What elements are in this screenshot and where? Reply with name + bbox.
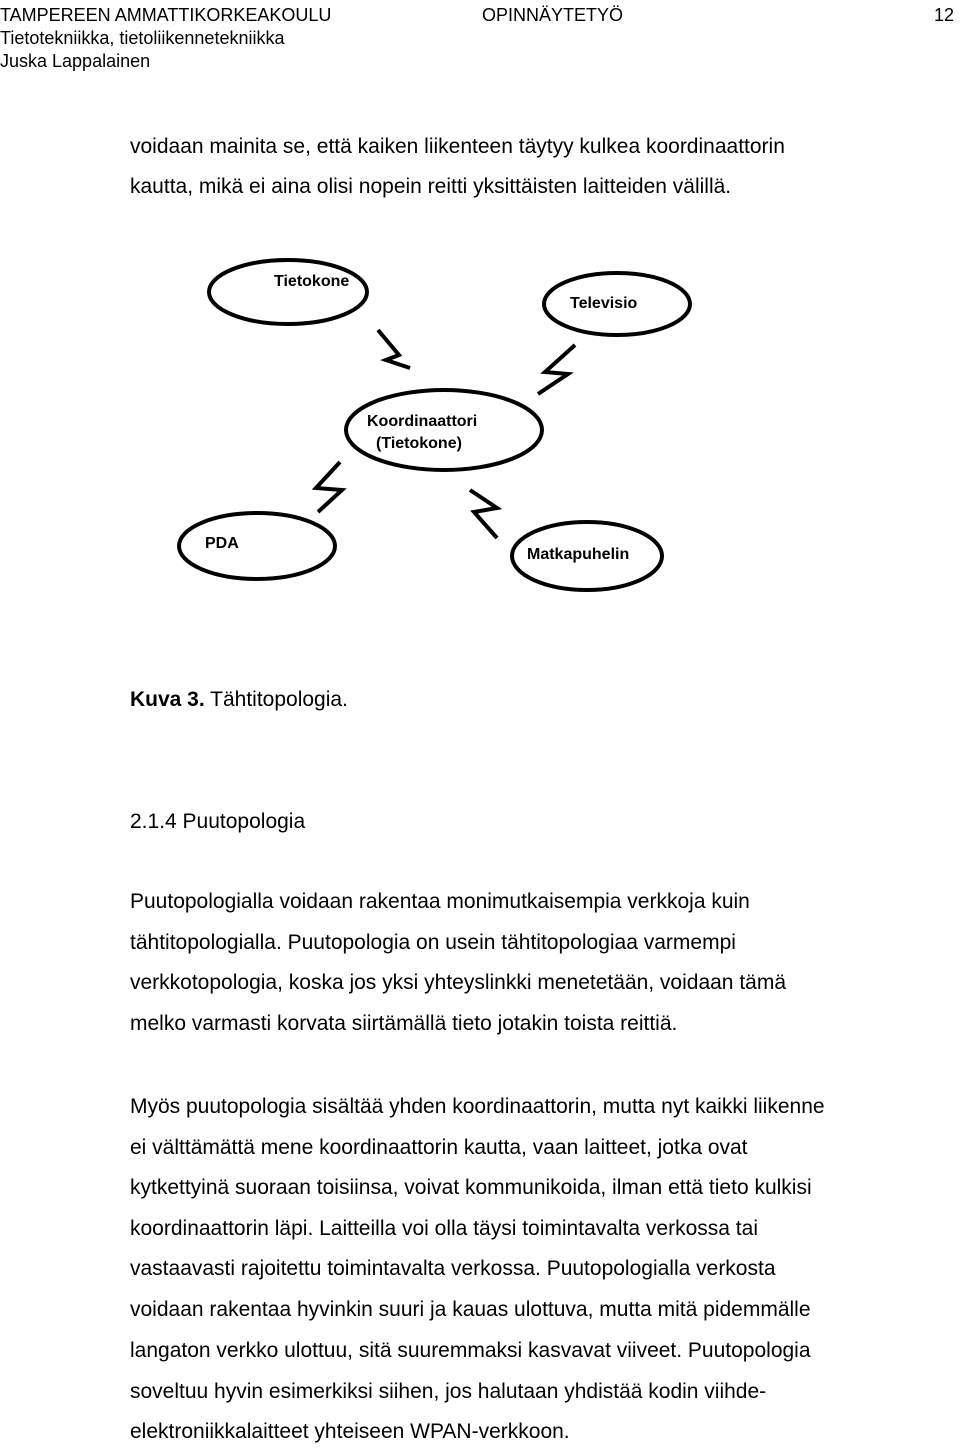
figure-caption-label: Kuva 3. <box>130 688 205 711</box>
text-line: melko varmasti korvata siirtämällä tieto jotakin toista reittiä. <box>130 1012 678 1035</box>
text-line: elektroniikkalaitteet yhteiseen WPAN-verkkoon. <box>130 1420 570 1443</box>
figure-caption-text: Tähtitopologia. <box>204 688 348 711</box>
text-line: tähtitopologialla. Puutopologia on usein tähtitopologiaa varmempi <box>130 931 736 954</box>
header-doc-type: OPINNÄYTETYÖ <box>482 5 624 25</box>
text-line: soveltuu hyvin esimerkiksi siihen, jos halutaan yhdistää kodin viihde- <box>130 1380 767 1403</box>
node-coordinator <box>346 390 542 470</box>
text-line: kautta, mikä ei aina olisi nopein reitti yksittäisten laitteiden välillä. <box>130 175 732 198</box>
text-line: Puutopologialla voidaan rakentaa monimutkaisempia verkkoja kuin <box>130 890 750 913</box>
node-computer-label: Tietokone <box>274 273 350 290</box>
text-line: langaton verkko ulottuu, sitä suuremmaksi kasvavat viiveet. Puutopologia <box>130 1339 811 1362</box>
header-department: Tietotekniikka, tietoliikennetekniikka <box>0 28 285 48</box>
text-line: kytkettyinä suoraan toisiinsa, voivat kommunikoida, ilman että tieto kulkisi <box>130 1176 812 1199</box>
text-line: verkkotopologia, koska jos yksi yhteyslinkki menetetään, voidaan tämä <box>130 971 787 994</box>
star-topology-diagram-right <box>0 250 790 630</box>
node-coordinator-label-2: (Tietokone) <box>376 435 462 452</box>
section-heading: 2.1.4 Puutopologia <box>130 810 306 833</box>
node-pda-label: PDA <box>205 535 239 552</box>
node-phone-label: Matkapuhelin <box>527 546 630 563</box>
node-coordinator-label-1: Koordinaattori <box>367 413 478 430</box>
text-line: voidaan rakentaa hyvinkin suuri ja kauas ulottuva, mutta mitä pidemmälle <box>130 1298 811 1321</box>
text-line: ei välttämättä mene koordinaattorin kautta, vaan laitteet, jotka ovat <box>130 1136 748 1159</box>
text-line: Myös puutopologia sisältää yhden koordinaattorin, mutta nyt kaikki liikenne <box>130 1095 825 1118</box>
text-line: koordinaattorin läpi. Laitteilla voi olla täysi toimintavalta verkossa tai <box>130 1217 758 1240</box>
header-author: Juska Lappalainen <box>0 51 151 71</box>
figure-caption <box>130 688 348 712</box>
node-pda <box>179 513 335 579</box>
page-number: 12 <box>933 5 954 25</box>
text-line: voidaan mainita se, että kaiken liikenteen täytyy kulkea koordinaattorin <box>130 135 785 158</box>
header-institution: TAMPEREEN AMMATTIKORKEAKOULU <box>0 5 332 25</box>
node-tv-label: Televisio <box>570 295 638 312</box>
text-line: vastaavasti rajoitettu toimintavalta verkossa. Puutopologialla verkosta <box>130 1257 776 1280</box>
